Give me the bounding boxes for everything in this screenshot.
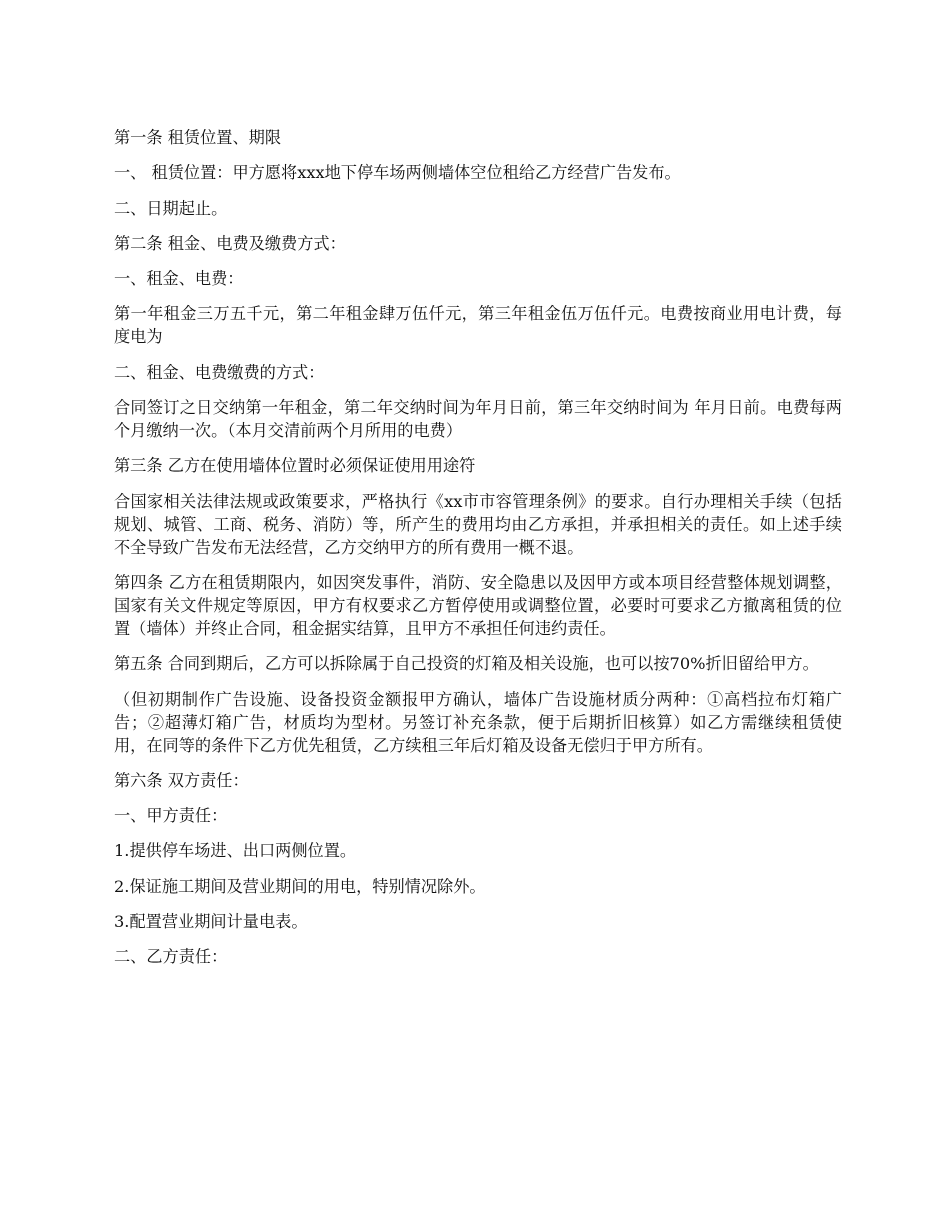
facility-investment-clause: （但初期制作广告设施、设备投资金额报甲方确认，墙体广告设施材质分两种：①高档拉布灯箱广告；②超薄灯箱广告，材质均为型材。另签订补充条款，便于后期折旧核算）如乙方需继续租赁使用，在同等的条件下乙方优先租赁，乙方续租三年后灯箱及设备无偿归于甲方所有。 [114,689,842,755]
document-page [114,126,842,981]
article-1-heading: 第一条 租赁位置、期限 [114,128,282,147]
party-b-duties-subheading: 二、乙方责任： [114,947,228,967]
article-2-heading: 第二条 租金、电费及缴费方式： [114,233,346,253]
compliance-clause: 合国家相关法律法规或政策要求，严格执行《xx市市容管理条例》的要求。自行办理相关手续（包括规划、城管、工商、税务、消防）等，所产生的费用均由乙方承担，并承担相关的责任。如上述手续不全导致广告发布无法经营，乙方交纳甲方的所有费用一概不退。 [114,491,842,557]
party-a-duties-subheading: 一、甲方责任： [114,806,228,826]
article-6-heading: 第六条 双方责任： [114,770,249,790]
party-a-duty-item: 1.提供停车场进、出口两侧位置。 [114,841,357,861]
rent-amount-clause: 第一年租金三万五千元，第二年租金肆万伍仟元，第三年租金伍万伍仟元。电费按商业用电计费，每度电为 [114,304,842,347]
article-5-clause: 第五条 合同到期后，乙方可以拆除属于自己投资的灯箱及相关设施，也可以按70%折旧留给甲方。 [114,654,819,674]
lease-period-clause: 二、日期起止。 [114,198,228,218]
payment-schedule-clause: 合同签订之日交纳第一年租金，第二年交纳时间为年月日前，第三年交纳时间为 年月日前。电费每两个月缴纳一次。（本月交清前两个月所用的电费） [114,398,842,441]
payment-method-subheading: 二、租金、电费缴费的方式： [114,362,325,382]
party-a-duty-item: 2.保证施工期间及营业期间的用电，特别情况除外。 [114,876,486,896]
article-4-clause: 第四条 乙方在租赁期限内，如因突发事件，消防、安全隐患以及因甲方或本项目经营整体规划调整，国家有关文件规定等原因，甲方有权要求乙方暂停使用或调整位置，必要时可要求乙方撤离租赁的位置（墙体）并终止合同，租金据实结算，且甲方不承担任何违约责任。 [114,572,842,638]
rent-electricity-subheading: 一、租金、电费： [114,269,244,289]
article-3-heading: 第三条 乙方在使用墙体位置时必须保证使用用途符 [114,456,476,476]
lease-location-clause: 一、 租赁位置：甲方愿将xxx地下停车场两侧墙体空位租给乙方经营广告发布。 [114,163,681,183]
party-a-duty-item: 3.配置营业期间计量电表。 [114,912,308,932]
